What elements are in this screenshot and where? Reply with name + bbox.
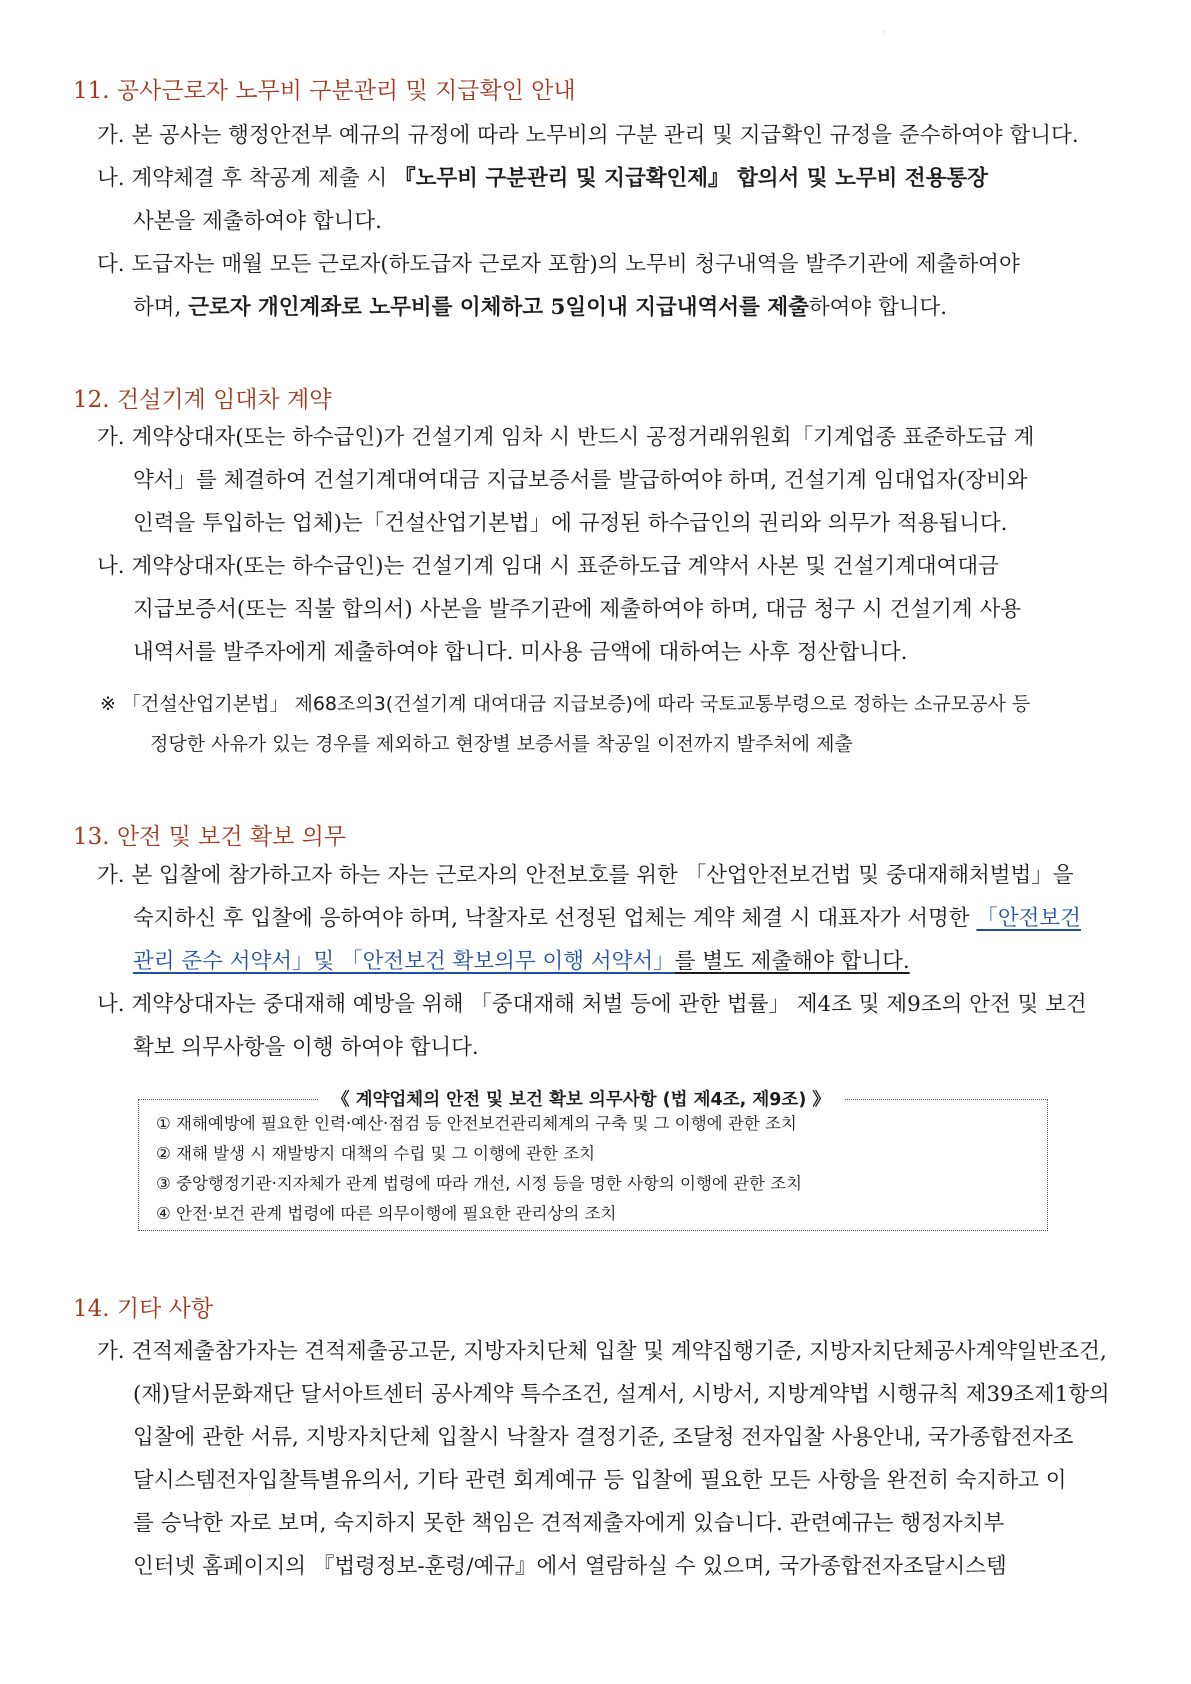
section-14-title: 14. 기타 사항 — [73, 1296, 214, 1322]
sec11-da-bold: 근로자 개인계좌로 노무비를 이체하고 5일이내 지급내역서를 제출 — [188, 295, 809, 320]
sec14-item-ga-cont-2: 입찰에 관한 서류, 지방자치단체 입찰시 낙찰자 결정기준, 조달청 전자입찰 사용안내, 국가종합전자조 — [133, 1425, 1074, 1450]
section-12-title: 12. 건설기계 임대차 계약 — [73, 387, 332, 413]
sec13-ga-tail: 를 별도 제출해야 합니다. — [674, 949, 910, 974]
sec13-ga-underlined: 「안전보건 — [976, 906, 1081, 931]
sec13-item-ga-cont-2 — [133, 948, 910, 976]
sec11-na-bold: 『노무비 구분관리 및 지급확인제』 합의서 및 노무비 전용통장 — [394, 166, 988, 191]
sec14-item-ga-cont-1: (재)달서문화재단 달서아트센터 공사계약 특수조건, 설계서, 시방서, 지방계약법 시행규칙 제39조제1항의 — [133, 1382, 1110, 1407]
obligation-item-3: ③ 중앙행정기관·지자체가 관계 법령에 따라 개선, 시정 등을 명한 사항의 이행에 관한 조치 — [156, 1174, 803, 1193]
obligation-item-4: ④ 안전·보건 관계 법령에 따른 의무이행에 필요한 관리상의 조치 — [156, 1204, 617, 1223]
sec11-item-ga: 가. 본 공사는 행정안전부 예규의 규정에 따라 노무비의 구분 관리 및 지급확인 규정을 준수하여야 합니다. — [97, 123, 1079, 148]
sec14-item-ga-cont-4: 를 승낙한 자로 보며, 숙지하지 못한 책임은 견적제출자에게 있습니다. 관련예규는 행정자치부 — [133, 1511, 1005, 1536]
scan-dot: · — [882, 28, 885, 37]
sec11-na-text: 나. 계약체결 후 착공계 제출 시 — [97, 166, 395, 191]
sec13-ga-underlined-2: 관리 준수 서약서」및 「안전보건 확보의무 이행 서약서」 — [133, 949, 675, 974]
sec13-item-na-cont: 확보 의무사항을 이행 하여야 합니다. — [133, 1035, 479, 1060]
sec13-ga-text: 숙지하신 후 입찰에 응하여야 하며, 낙찰자로 선정된 업체는 계약 체결 시 대표자가 서명한 — [133, 906, 977, 931]
sec11-item-na — [97, 165, 988, 193]
sec12-note-cont: 정당한 사유가 있는 경우를 제외하고 현장별 보증서를 착공일 이전까지 발주처에 제출 — [150, 733, 853, 755]
sec11-da-tail: 하여야 합니다. — [808, 295, 948, 320]
sec12-item-na-cont-1: 지급보증서(또는 직불 합의서) 사본을 발주기관에 제출하여야 하며, 대금 청구 시 건설기계 사용 — [133, 597, 1022, 622]
sec12-note: ※ 「건설산업기본법」 제68조의3(건설기계 대여대금 지급보증)에 따라 국토교통부령으로 정하는 소규모공사 등 — [100, 693, 1031, 715]
sec12-item-na: 나. 계약상대자(또는 하수급인)는 건설기계 임대 시 표준하도급 계약서 사본 및 건설기계대여대금 — [97, 554, 999, 579]
obligation-item-2: ② 재해 발생 시 재발방지 대책의 수립 및 그 이행에 관한 조치 — [156, 1144, 596, 1163]
sec12-item-ga-cont-1: 약서」를 체결하여 건설기계대여대금 지급보증서를 발급하여야 하며, 건설기계 임대업자(장비와 — [133, 468, 1028, 493]
sec11-da-text: 하며, — [133, 295, 189, 320]
sec11-item-da-cont — [133, 294, 947, 322]
section-11-title: 11. 공사근로자 노무비 구분관리 및 지급확인 안내 — [73, 78, 576, 104]
sec14-item-ga: 가. 견적제출참가자는 견적제출공고문, 지방자치단체 입찰 및 계약집행기준, 지방자치단체공사계약일반조건, — [97, 1339, 1107, 1364]
sec11-item-na-cont: 사본을 제출하여야 합니다. — [133, 209, 382, 234]
sec13-item-ga-cont-1 — [133, 905, 1081, 933]
sec12-item-na-cont-2: 내역서를 발주자에게 제출하여야 합니다. 미사용 금액에 대하여는 사후 정산합니다. — [133, 640, 908, 665]
sec12-item-ga-cont-2: 인력을 투입하는 업체)는「건설산업기본법」에 규정된 하수급인의 권리와 의무가 적용됩니다. — [133, 511, 1008, 536]
sec13-item-ga: 가. 본 입찰에 참가하고자 하는 자는 근로자의 안전보호를 위한 「산업안전보건법 및 중대재해처벌법」을 — [97, 863, 1074, 888]
obligation-item-1: ① 재해예방에 필요한 인력·예산·점검 등 안전보건관리체계의 구축 및 그 이행에 관한 조치 — [156, 1114, 797, 1133]
obligations-box-title: 《 계약업체의 안전 및 보건 확보 의무사항 (법 제4조, 제9조) 》 — [318, 1086, 844, 1111]
sec14-item-ga-cont-5: 인터넷 홈페이지의 『법령정보-훈령/예규』에서 열람하실 수 있으며, 국가종합전자조달시스템 — [133, 1554, 1007, 1579]
section-13-title: 13. 안전 및 보건 확보 의무 — [73, 824, 347, 850]
sec14-item-ga-cont-3: 달시스템전자입찰특별유의서, 기타 관련 회계예규 등 입찰에 필요한 모든 사항을 완전히 숙지하고 이 — [133, 1468, 1067, 1493]
sec11-item-da: 다. 도급자는 매월 모든 근로자(하도급자 근로자 포함)의 노무비 청구내역을 발주기관에 제출하여야 — [97, 252, 1020, 277]
sec13-item-na: 나. 계약상대자는 중대재해 예방을 위해 「중대재해 처벌 등에 관한 법률」 제4조 및 제9조의 안전 및 보건 — [97, 992, 1087, 1017]
sec12-item-ga: 가. 계약상대자(또는 하수급인)가 건설기계 임차 시 반드시 공정거래위원회「기계업종 표준하도급 계 — [97, 425, 1035, 450]
